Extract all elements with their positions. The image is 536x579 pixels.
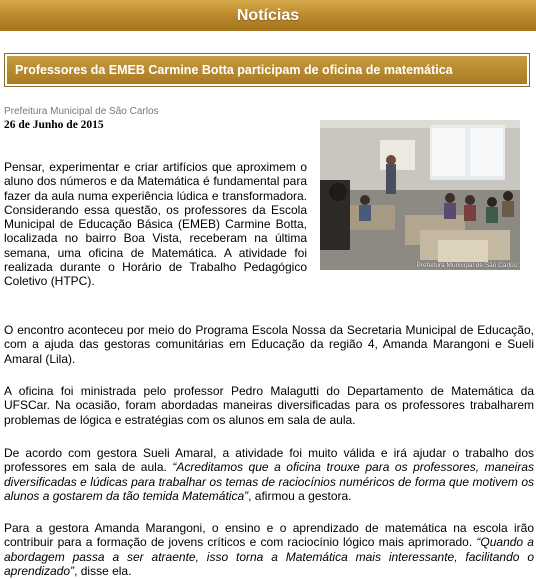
article-source: Prefeitura Municipal de São Carlos	[4, 106, 159, 117]
paragraph-4-quote: “Acreditamos que a oficina trouxe para os professores, maneiras diversificadas e lúdicas para trabalhar os temas de raciocínios numéricos de forma que motivem os alunos a gostarem da tão temida Matemática”	[4, 460, 534, 503]
classroom-photo-illustration	[320, 120, 520, 270]
headline-frame	[4, 53, 530, 87]
paragraph-4	[4, 446, 534, 503]
paragraph-4-attribution: , afirmou a gestora.	[248, 488, 352, 503]
paragraph-5-text: Para a gestora Amanda Marangoni, o ensino e o aprendizado de matemática na escola irão contribuir para a formação de jovens críticos e com raciocínio lógico mais aprimorado.	[4, 521, 534, 550]
photo-caption: Prefeitura Municipal de São Carlos	[416, 262, 517, 269]
paragraph-5-quote: “Quando a abordagem passa a ser atraente, isso torna a Matemática mais interessante, facilitando o aprendizado”	[4, 535, 534, 578]
paragraph-5-attribution: , disse ela.	[74, 563, 132, 578]
paragraph-1: Pensar, experimentar e criar artifícios que aproximem o aluno dos números e da Matemática é fundamental para fazer da aula numa experiência lúdica e transformadora. Considerando essa questão, os professores da Escola Municipal de Educação Básica (EMEB) Carmine Botta, localizada no bairro Boa Vista, receberam na última semana, uma oficina de Matemática. A atividade foi realizada durante o Horário de Trabalho Pedagógico Coletivo (HTPC).	[4, 160, 307, 289]
paragraph-2: O encontro aconteceu por meio do Programa Escola Nossa da Secretaria Municipal de Educação, com a ajuda das gestoras comunitárias em Educação da região 4, Amanda Marangoni e Sueli Amaral (Lila).	[4, 323, 534, 366]
article-photo	[320, 120, 520, 270]
paragraph-4-text: De acordo com gestora Sueli Amaral, a atividade foi muito válida e irá ajudar o trabalho dos professores em sala de aula.	[4, 446, 534, 475]
paragraph-5	[4, 521, 534, 578]
article-date: 26 de Junho de 2015	[4, 119, 104, 131]
section-header-bar	[0, 0, 536, 31]
headline-bar	[7, 56, 527, 84]
article-headline: Professores da EMEB Carmine Botta participam de oficina de matemática	[15, 63, 453, 77]
section-title: Notícias	[236, 7, 300, 24]
paragraph-3: A oficina foi ministrada pelo professor Pedro Malagutti do Departamento de Matemática da UFSCar. Na ocasião, foram abordadas maneiras diversificadas para os professores trabalharem problemas de lógica e estratégias com os alunos em sala de aula.	[4, 384, 534, 427]
